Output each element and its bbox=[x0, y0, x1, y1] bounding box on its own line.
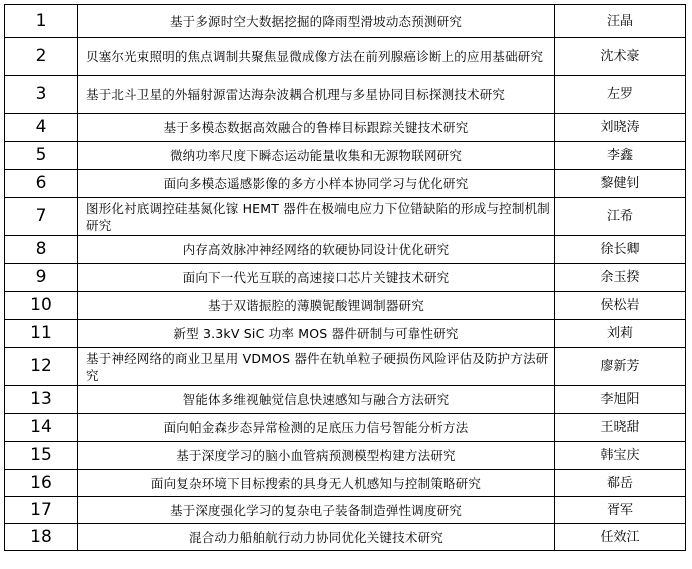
project-title: 智能体多维视触觉信息快速感知与融合方法研究 bbox=[78, 386, 555, 414]
project-title: 面向复杂环境下目标搜索的具身无人机感知与控制策略研究 bbox=[78, 470, 555, 497]
person-name: 刘莉 bbox=[555, 320, 686, 348]
project-title: 混合动力船舶航行动力协同优化关键技术研究 bbox=[78, 524, 555, 551]
row-number: 12 bbox=[5, 348, 78, 386]
row-number: 11 bbox=[5, 320, 78, 348]
person-name: 徐长卿 bbox=[555, 236, 686, 264]
row-number: 4 bbox=[5, 114, 78, 142]
table-row bbox=[5, 470, 686, 497]
person-name: 黎健钊 bbox=[555, 170, 686, 198]
row-number: 8 bbox=[5, 236, 78, 264]
table-row bbox=[5, 38, 686, 76]
project-title: 图形化衬底调控硅基氮化镓 HEMT 器件在极端电应力下位错缺陷的形成与控制机制研究 bbox=[78, 198, 555, 236]
person-name: 任效江 bbox=[555, 524, 686, 551]
project-title: 基于深度学习的脑小血管病预测模型构建方法研究 bbox=[78, 442, 555, 470]
person-name: 沈术豪 bbox=[555, 38, 686, 76]
project-title: 基于北斗卫星的外辐射源雷达海杂波耦合机理与多星协同目标探测技术研究 bbox=[78, 76, 555, 114]
table-row bbox=[5, 142, 686, 170]
person-name: 李旭阳 bbox=[555, 386, 686, 414]
project-title: 新型 3.3kV SiC 功率 MOS 器件研制与可靠性研究 bbox=[78, 320, 555, 348]
project-title: 基于神经网络的商业卫星用 VDMOS 器件在轨单粒子硬损伤风险评估及防护方法研究 bbox=[78, 348, 555, 386]
person-name: 余玉揆 bbox=[555, 264, 686, 292]
table-row bbox=[5, 320, 686, 348]
row-number: 16 bbox=[5, 470, 78, 497]
table-row bbox=[5, 497, 686, 524]
row-number: 2 bbox=[5, 38, 78, 76]
project-title: 基于多模态数据高效融合的鲁棒目标跟踪关键技术研究 bbox=[78, 114, 555, 142]
table-row bbox=[5, 292, 686, 320]
table-row bbox=[5, 264, 686, 292]
project-title: 基于多源时空大数据挖掘的降雨型滑坡动态预测研究 bbox=[78, 5, 555, 38]
person-name: 郗岳 bbox=[555, 470, 686, 497]
project-title: 基于深度强化学习的复杂电子装备制造弹性调度研究 bbox=[78, 497, 555, 524]
table-row bbox=[5, 442, 686, 470]
row-number: 1 bbox=[5, 5, 78, 38]
person-name: 左罗 bbox=[555, 76, 686, 114]
project-title: 基于双谐振腔的薄膜铌酸锂调制器研究 bbox=[78, 292, 555, 320]
project-title: 微纳功率尺度下瞬态运动能量收集和无源物联网研究 bbox=[78, 142, 555, 170]
person-name: 胥军 bbox=[555, 497, 686, 524]
row-number: 9 bbox=[5, 264, 78, 292]
project-table bbox=[4, 4, 686, 551]
row-number: 18 bbox=[5, 524, 78, 551]
table-row bbox=[5, 76, 686, 114]
table-row bbox=[5, 386, 686, 414]
table-row bbox=[5, 170, 686, 198]
table-row bbox=[5, 236, 686, 264]
person-name: 李鑫 bbox=[555, 142, 686, 170]
project-title: 面向下一代光互联的高速接口芯片关键技术研究 bbox=[78, 264, 555, 292]
row-number: 3 bbox=[5, 76, 78, 114]
project-title: 面向帕金森步态异常检测的足底压力信号智能分析方法 bbox=[78, 414, 555, 442]
person-name: 刘晓涛 bbox=[555, 114, 686, 142]
row-number: 17 bbox=[5, 497, 78, 524]
row-number: 14 bbox=[5, 414, 78, 442]
table-row bbox=[5, 114, 686, 142]
table-row bbox=[5, 198, 686, 236]
person-name: 韩宝庆 bbox=[555, 442, 686, 470]
table-row bbox=[5, 524, 686, 551]
person-name: 侯松岩 bbox=[555, 292, 686, 320]
project-title: 内存高效脉冲神经网络的软硬协同设计优化研究 bbox=[78, 236, 555, 264]
project-title: 面向多模态遥感影像的多方小样本协同学习与优化研究 bbox=[78, 170, 555, 198]
person-name: 王晓甜 bbox=[555, 414, 686, 442]
row-number: 15 bbox=[5, 442, 78, 470]
table-row bbox=[5, 5, 686, 38]
person-name: 汪晶 bbox=[555, 5, 686, 38]
row-number: 13 bbox=[5, 386, 78, 414]
row-number: 7 bbox=[5, 198, 78, 236]
person-name: 廖新芳 bbox=[555, 348, 686, 386]
table-row bbox=[5, 348, 686, 386]
row-number: 10 bbox=[5, 292, 78, 320]
row-number: 5 bbox=[5, 142, 78, 170]
person-name: 江希 bbox=[555, 198, 686, 236]
table-row bbox=[5, 414, 686, 442]
row-number: 6 bbox=[5, 170, 78, 198]
project-title: 贝塞尔光束照明的焦点调制共聚焦显微成像方法在前列腺癌诊断上的应用基础研究 bbox=[78, 38, 555, 76]
